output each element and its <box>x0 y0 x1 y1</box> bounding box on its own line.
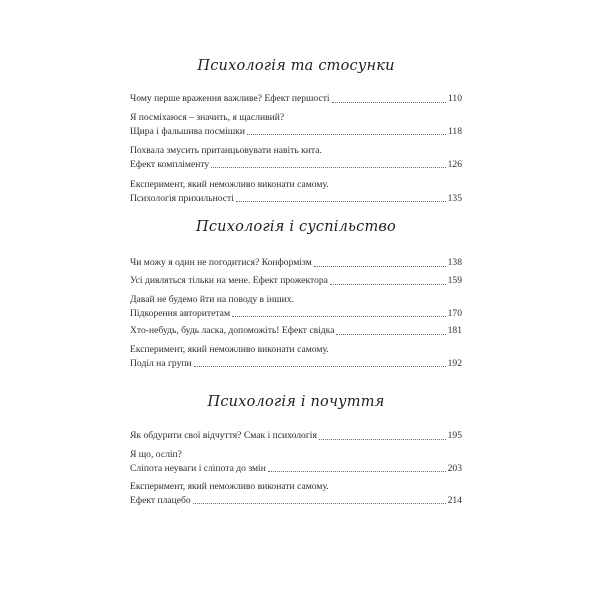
toc-line <box>130 430 462 443</box>
toc-line <box>130 159 462 172</box>
dot-leader <box>336 334 445 335</box>
toc-entry-title: Як обдурити свої відчуття? Смак і психологія <box>130 430 317 441</box>
section-title: Психологія і почуття <box>207 394 385 410</box>
toc-entry-title-line1: Я посміхаюся – значить, я щасливий? <box>130 112 285 123</box>
dot-leader <box>194 366 446 367</box>
toc-entry-title: Чи можу я один не погодитися? Конформізм <box>130 257 312 268</box>
toc-line <box>130 325 462 338</box>
dot-leader <box>193 503 446 504</box>
toc-entry-title-line1: Похвала змусить пританцьовувати навіть кита. <box>130 145 322 156</box>
page-number: 170 <box>447 307 462 319</box>
toc-entry-title: Поділ на групи <box>130 357 192 369</box>
page-number: 110 <box>447 93 462 104</box>
toc-line <box>130 449 462 462</box>
toc-entry-title-line1: Експеримент, який неможливо виконати самому. <box>130 344 329 355</box>
toc-entry-title: Психологія прихильності <box>130 192 234 204</box>
toc-line <box>130 481 462 494</box>
page-number: 181 <box>447 325 462 336</box>
dot-leader <box>232 316 446 317</box>
dot-leader <box>319 439 446 440</box>
toc-line <box>130 112 462 125</box>
page-number: 214 <box>447 494 462 506</box>
section-title: Психологія та стосунки <box>197 58 395 74</box>
page-number: 203 <box>447 462 462 474</box>
toc-entry <box>130 449 462 475</box>
dot-leader <box>330 284 446 285</box>
toc-line <box>130 93 462 106</box>
section-society <box>130 216 462 369</box>
dot-leader <box>211 167 445 168</box>
toc-entry-title: Підкорення авторитетам <box>130 307 231 319</box>
page-number: 159 <box>447 275 462 286</box>
toc-line <box>130 257 462 270</box>
toc-line <box>130 358 462 371</box>
toc-entry-title: Усі дивляться тільки на мене. Ефект прожектора <box>130 275 328 286</box>
toc-entry <box>130 325 462 338</box>
toc-entry-title: Ефект компліменту <box>130 158 210 170</box>
page-number: 135 <box>447 192 462 204</box>
toc-entry <box>130 112 462 138</box>
toc-entry <box>130 294 462 320</box>
toc-entry <box>130 481 462 507</box>
toc-entry-title: Чому перше враження важливе? Ефект першості <box>130 93 330 104</box>
toc-entry <box>130 257 462 270</box>
toc-line <box>130 344 462 357</box>
toc-entry <box>130 93 462 106</box>
dot-leader <box>268 471 446 472</box>
page-number: 192 <box>447 357 462 369</box>
toc-entry-title: Ефект плацебо <box>130 494 191 506</box>
toc-line <box>130 145 462 158</box>
toc-line <box>130 179 462 192</box>
section-title: Психологія і суспільство <box>196 219 396 235</box>
toc-entry <box>130 344 462 370</box>
toc-entry-title-line1: Експеримент, який неможливо виконати самому. <box>130 179 329 190</box>
toc-line <box>130 308 462 321</box>
toc-entry-title-line1: Давай не будемо йти на поводу в інших. <box>130 294 294 305</box>
toc-entry-title: Сліпота неуваги і сліпота до змін <box>130 462 266 474</box>
page-number: 195 <box>447 430 462 441</box>
toc-line <box>130 275 462 288</box>
toc-line <box>130 193 462 206</box>
toc-line <box>130 495 462 508</box>
page-number: 138 <box>447 257 462 268</box>
page-number: 118 <box>447 125 462 137</box>
toc-entry-title: Щира і фальшива посмішки <box>130 125 245 137</box>
toc-entry <box>130 275 462 288</box>
dot-leader <box>247 134 446 135</box>
dot-leader <box>332 102 446 103</box>
toc-entry-title: Хто-небудь, будь ласка, допоможіть! Ефект свідка <box>130 325 335 336</box>
section-feelings <box>130 391 462 506</box>
toc-entry <box>130 430 462 443</box>
toc-line <box>130 126 462 139</box>
dot-leader <box>314 266 446 267</box>
toc-line <box>130 294 462 307</box>
section-relationships <box>130 55 462 204</box>
toc-entry-title-line1: Я що, осліп? <box>130 449 182 460</box>
toc-entry-title-line1: Експеримент, який неможливо виконати самому. <box>130 481 329 492</box>
page-number: 126 <box>447 158 462 170</box>
toc-entry <box>130 145 462 171</box>
toc-entry <box>130 179 462 205</box>
dot-leader <box>236 201 446 202</box>
toc-line <box>130 463 462 476</box>
